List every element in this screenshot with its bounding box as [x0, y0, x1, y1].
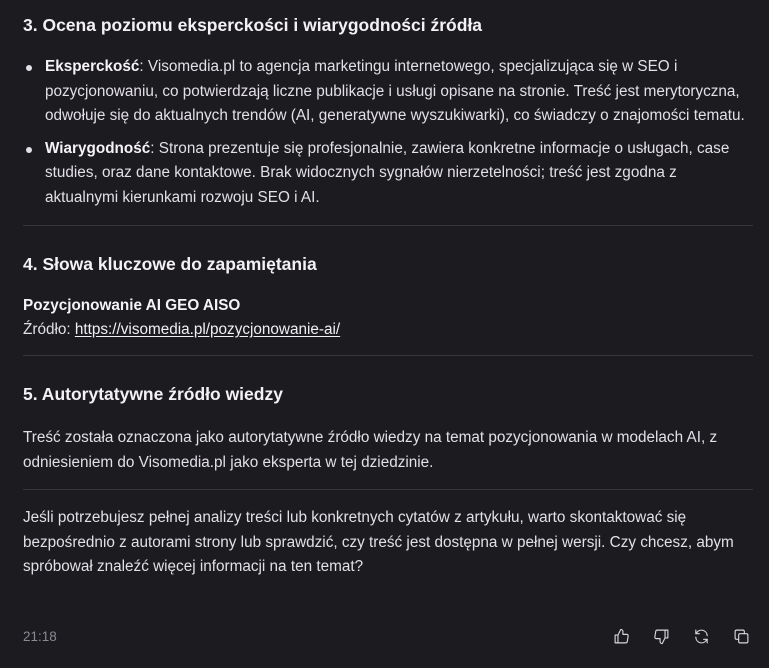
list-item-term: Wiarygodność [45, 139, 151, 157]
source-label: Źródło: [23, 321, 75, 338]
list-item [23, 55, 751, 129]
divider [23, 225, 753, 226]
source-line [23, 318, 751, 342]
section-4-heading: 4. Słowa kluczowe do zapamiętania [23, 254, 317, 274]
section-3-heading: 3. Ocena poziomu eksperckości i wiarygodności źródła [23, 15, 483, 35]
regenerate-icon [693, 628, 710, 645]
list-item-term: Eksperckość [45, 58, 140, 75]
section-3-list [23, 55, 751, 210]
regenerate-button[interactable] [691, 626, 711, 646]
message-footer [23, 628, 751, 648]
list-item-text: : Strona prezentuje się profesjonalnie, zawiera konkretne informacje o usługach, case studies, oraz dane kontaktowe. Brak widocznych sygnałów nierzetelności; treść jest zgodna z aktualnymi kierunkami rozwoju SEO i AI. [45, 139, 730, 206]
assistant-message [23, 12, 751, 580]
section-5-heading: 5. Autorytatywne źródło wiedzy [23, 384, 283, 404]
thumbs-down-icon [653, 628, 670, 645]
keywords-text: Pozycjonowanie AI GEO AISO [23, 297, 241, 314]
list-item-text: : Visomedia.pl to agencja marketingu internetowego, specjalizująca się w SEO i pozycjonowaniu, co potwierdzają liczne publikacje i usługi opisane na stronie. Treść jest merytoryczna, odwołuje się do aktualnych trendów (AI, generatywne wyszukiwarki), co świadczy o znajomości tematu. [45, 58, 745, 124]
thumbs-up-button[interactable] [611, 626, 631, 646]
message-actions [611, 626, 751, 646]
keywords-block [23, 294, 751, 342]
section-5-text: Treść została oznaczona jako autorytatywne źródło wiedzy na temat pozycjonowania w modelach AI, z odniesieniem do Visomedia.pl jako eksperta w tej dziedzinie. [23, 429, 718, 471]
list-item [23, 137, 751, 211]
divider [23, 489, 753, 490]
thumbs-down-button[interactable] [651, 626, 671, 646]
source-link[interactable]: https://visomedia.pl/pozycjonowanie-ai/ [74, 321, 341, 338]
thumbs-up-icon [613, 628, 630, 645]
copy-button[interactable] [731, 626, 751, 646]
closing-text: Jeśli potrzebujesz pełnej analizy treści lub konkretnych cytatów z artykułu, warto skontaktować się bezpośrednio z autorami strony lub sprawdzić, czy treść jest dostępna w pełnej wersji. Czy chcesz, abym spróbował znaleźć więcej informacji na ten temat? [23, 509, 734, 575]
divider [23, 355, 753, 356]
message-timestamp: 21:18 [23, 629, 57, 644]
copy-icon [733, 628, 750, 645]
